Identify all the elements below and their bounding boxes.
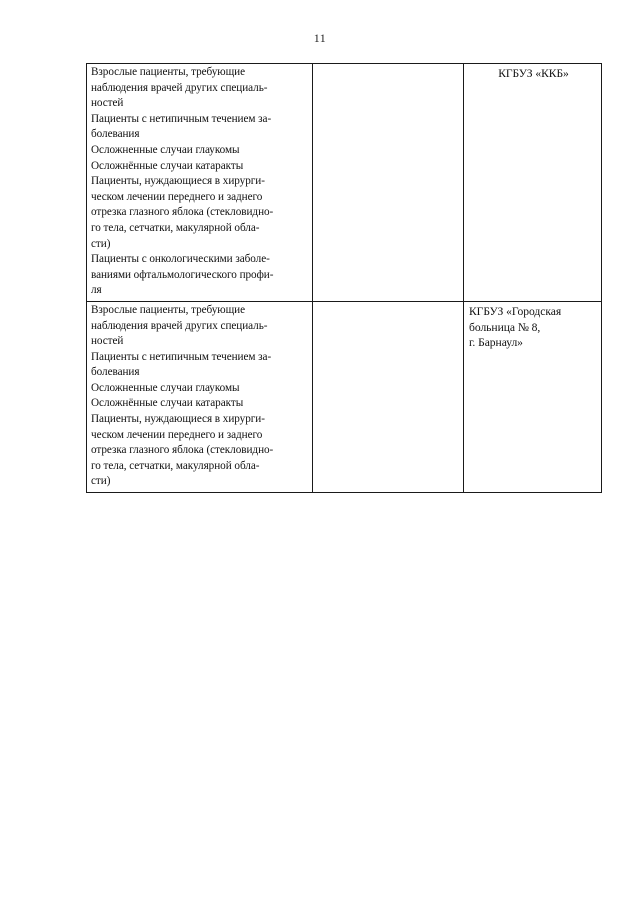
text-line: Осложненные случаи глаукомы — [91, 143, 240, 156]
text-line: го тела, сетчатки, макулярной обла- — [91, 221, 260, 234]
hospital-name-line: КГБУЗ «Городская — [469, 304, 562, 318]
text-line: наблюдения врачей других специаль- — [91, 81, 268, 94]
hospital-name-line: больница № 8, — [469, 320, 541, 334]
text-line: отрезка глазного яблока (стекловидно- — [91, 444, 274, 457]
text-line: Пациенты с нетипичным течением за- — [91, 112, 272, 125]
text-line: ностей — [91, 97, 124, 110]
text-line: Взрослые пациенты, требующие — [91, 66, 246, 78]
text-line: отрезка глазного яблока (стекловидно- — [91, 206, 274, 219]
patients-cell — [87, 64, 313, 302]
hospital-cell — [464, 64, 602, 302]
text-line: Осложнённые случаи катаракты — [91, 159, 244, 172]
patients-cell — [87, 301, 313, 492]
middle-cell — [313, 301, 464, 492]
text-line: сти) — [91, 237, 111, 250]
hospital-name: КГБУЗ «ККБ» — [498, 67, 569, 80]
page-number: 11 — [313, 31, 327, 45]
text-line: Пациенты с нетипичным течением за- — [91, 350, 272, 363]
text-line: ля — [91, 284, 102, 297]
text-line: болевания — [91, 366, 140, 379]
text-line: сти) — [91, 475, 111, 488]
text-line: наблюдения врачей других специаль- — [91, 319, 268, 332]
text-line: ческом лечении переднего и заднего — [91, 428, 263, 441]
table-row — [87, 64, 602, 302]
text-line: Осложненные случаи глаукомы — [91, 381, 240, 394]
referral-table — [86, 63, 602, 493]
table-row — [87, 301, 602, 492]
hospital-name-line: г. Барнаул» — [469, 336, 523, 350]
text-line: го тела, сетчатки, макулярной обла- — [91, 459, 260, 472]
text-line: Осложнённые случаи катаракты — [91, 397, 244, 410]
text-line: ностей — [91, 335, 124, 348]
text-line: Пациенты с онкологическими заболе- — [91, 253, 270, 266]
hospital-cell — [464, 301, 602, 492]
text-line: Взрослые пациенты, требующие — [91, 303, 246, 316]
text-line: ваниями офтальмологического профи- — [91, 268, 274, 281]
text-line: ческом лечении переднего и заднего — [91, 190, 263, 203]
text-line: Пациенты, нуждающиеся в хирурги- — [91, 175, 265, 188]
text-line: болевания — [91, 128, 140, 141]
text-line: Пациенты, нуждающиеся в хирурги- — [91, 413, 265, 426]
middle-cell — [313, 64, 464, 302]
